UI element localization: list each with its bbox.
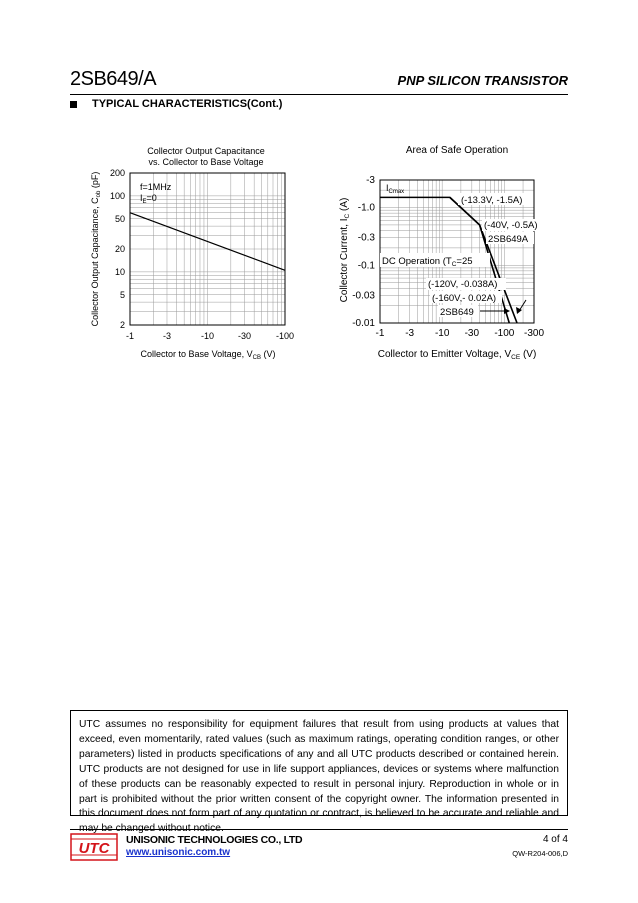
x-tick-label: -1 <box>375 328 385 339</box>
series-label-2sb649: 2SB649 <box>440 307 474 318</box>
x-tick-label: -30 <box>237 331 251 341</box>
annotation-ie: $I_E=0$ <box>140 193 157 205</box>
y-tick-label: 20 <box>114 244 125 254</box>
company-website-link[interactable]: www.unisonic.com.tw <box>126 847 231 858</box>
safe-operating-area-chart <box>330 140 570 370</box>
dc-operation-label: DC Operation ($T_C=25$ <box>382 256 473 268</box>
logo-text: UTC <box>78 840 110 857</box>
document-code: QW-R204-006,D <box>512 849 568 858</box>
x-tick-label: -100 <box>275 331 295 341</box>
point-label-13v: (-13.3V, -1.5A) <box>461 195 523 206</box>
y-tick-label: -0.03 <box>352 290 375 302</box>
x-tick-label: -100 <box>494 328 515 339</box>
x-tick-label: -1 <box>125 331 135 341</box>
annotation-frequency: f=1MHz <box>140 182 172 192</box>
x-tick-label: -300 <box>523 328 545 339</box>
y-tick-label: -0.3 <box>357 232 375 244</box>
y-tick-label: -0.1 <box>357 260 375 272</box>
page-number: 4 of 4 <box>542 834 568 845</box>
point-label-40v: (-40V, -0.5A) <box>484 220 538 231</box>
y-tick-label: 2 <box>119 320 125 330</box>
company-name: UNISONIC TECHNOLOGIES CO., LTD <box>126 834 303 846</box>
point-label-120v: (-120V, -0.038A) <box>428 279 498 290</box>
capacitance-chart <box>78 140 298 370</box>
x-tick-label: -3 <box>162 331 171 341</box>
utc-logo <box>70 833 118 861</box>
disclaimer-text: UTC assumes no responsibility for equipment failures that result from using products at values that exceed, even momentarily, rated values (such as maximum ratings, operating condition ranges, or other parameters) listed in products specifications of any and all UTC products described or contained herein. UTC products are not designed for use in life support appliances, devices or systems where malfunction of these products can be reasonably expected to result in personal injury. Reproduction in whole or in part is prohibited without the prior written consent of the copyright owner. The information presented in this document does not form part of any quotation or contract, is believed to be accurate and reliable and may be changed without notice. <box>79 719 559 835</box>
y-tick-label: 5 <box>119 289 125 300</box>
chart-title: Collector Output Capacitance <box>147 146 265 156</box>
x-tick-label: -10 <box>434 328 450 339</box>
point-label-160v: (-160V,- 0.02A) <box>432 293 497 304</box>
y-tick-label: 50 <box>114 213 125 224</box>
chart-title: Area of Safe Operation <box>405 145 509 156</box>
x-axis-label: Collector to Emitter Voltage, $V_{CE}$ (V) <box>377 349 537 361</box>
part-number: 2SB649/A <box>70 68 157 90</box>
y-axis-label: Collector Output Capacitance, $C_{ob}$ (pF) <box>90 171 102 327</box>
y-tick-label: 10 <box>114 266 125 277</box>
section-title: TYPICAL CHARACTERISTICS(Cont.) <box>92 98 283 110</box>
x-tick-label: -10 <box>200 331 215 341</box>
x-tick-label: -3 <box>405 328 415 339</box>
disclaimer-box <box>70 710 568 835</box>
y-tick-label: -1.0 <box>357 202 375 214</box>
series-label-2sb649a: 2SB649A <box>488 234 529 245</box>
icmax-label: $I_{Cmax}$ <box>386 183 405 195</box>
document-type: PNP SILICON TRANSISTOR <box>397 73 568 88</box>
y-tick-label: 100 <box>109 190 125 201</box>
y-tick-label: -3 <box>366 175 375 186</box>
y-tick-label: 200 <box>109 168 125 178</box>
header-rule <box>70 94 568 95</box>
bullet-square-icon <box>70 101 77 108</box>
footer-rule <box>70 829 568 830</box>
y-axis-label: Collector Current, $I_C$ (A) <box>339 197 351 303</box>
chart-subtitle: vs. Collector to Base Voltage <box>148 157 264 167</box>
y-tick-label: -0.01 <box>352 318 375 329</box>
x-axis-label: Collector to Base Voltage, $V_{CB}$ (V) <box>140 349 276 361</box>
x-tick-label: -30 <box>464 328 480 339</box>
